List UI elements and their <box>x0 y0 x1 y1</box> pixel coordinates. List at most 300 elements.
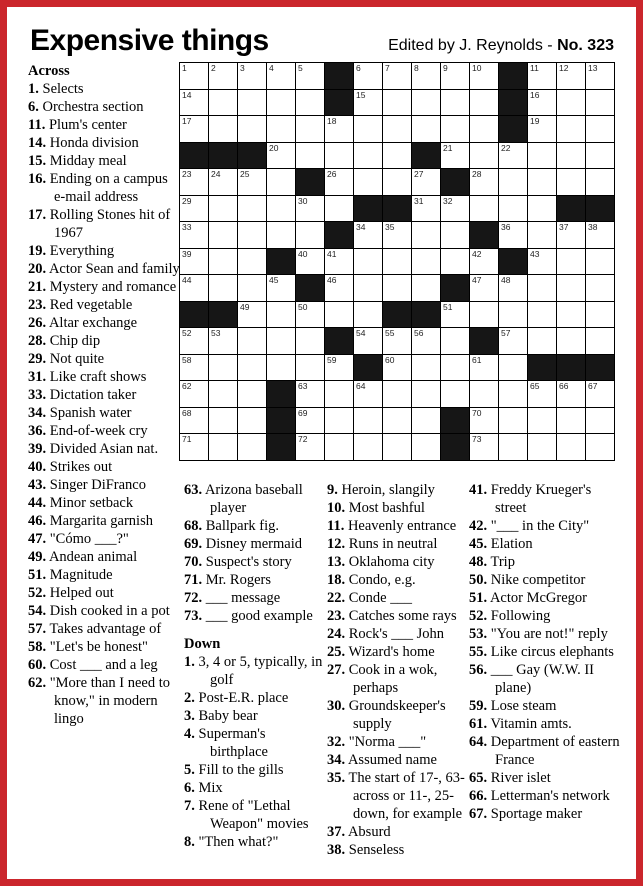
grid-cell[interactable] <box>528 434 556 460</box>
grid-cell[interactable] <box>441 328 469 354</box>
clue-number: 23. <box>28 297 47 313</box>
grid-cell[interactable] <box>383 222 411 248</box>
grid-cell[interactable] <box>557 434 585 460</box>
grid-cell[interactable] <box>557 90 585 116</box>
grid-cell[interactable] <box>209 328 237 354</box>
cell-number: 51 <box>443 301 453 312</box>
grid-cell[interactable] <box>354 63 382 89</box>
grid-cell[interactable] <box>267 196 295 222</box>
grid-cell[interactable] <box>528 169 556 195</box>
grid-cell[interactable] <box>383 328 411 354</box>
grid-cell[interactable] <box>180 381 208 407</box>
grid-cell[interactable] <box>238 381 266 407</box>
grid-cell[interactable] <box>209 63 237 89</box>
grid-cell[interactable] <box>354 116 382 142</box>
grid-cell[interactable] <box>383 434 411 460</box>
clue-text: Midday meal <box>46 153 127 169</box>
black-cell <box>441 434 469 460</box>
clue-number: 25. <box>327 644 346 660</box>
grid-cell[interactable] <box>441 143 469 169</box>
grid-cell[interactable] <box>528 90 556 116</box>
grid-cell[interactable] <box>267 355 295 381</box>
grid-cell[interactable] <box>238 169 266 195</box>
grid-cell[interactable] <box>238 355 266 381</box>
grid-cell[interactable] <box>499 302 527 328</box>
clue-number: 18. <box>327 572 346 588</box>
grid-cell[interactable] <box>383 408 411 434</box>
grid-cell[interactable] <box>441 116 469 142</box>
grid-cell[interactable] <box>557 275 585 301</box>
across-clue-43 <box>28 476 181 494</box>
grid-cell[interactable] <box>180 196 208 222</box>
grid-cell[interactable] <box>209 355 237 381</box>
grid-cell[interactable] <box>470 408 498 434</box>
clue-number: 21. <box>28 279 47 295</box>
clue-number: 41. <box>469 482 488 498</box>
grid-cell[interactable] <box>209 408 237 434</box>
clue-number: 27. <box>327 662 346 678</box>
grid-cell[interactable] <box>528 408 556 434</box>
grid-cell[interactable] <box>557 143 585 169</box>
grid-cell[interactable] <box>557 169 585 195</box>
grid-cell[interactable] <box>412 434 440 460</box>
grid-cell[interactable] <box>441 196 469 222</box>
grid-cell[interactable] <box>267 328 295 354</box>
grid-cell[interactable] <box>557 63 585 89</box>
black-cell <box>499 249 527 275</box>
clue-text: Like circus elephants <box>487 644 614 660</box>
grid-cell[interactable] <box>470 116 498 142</box>
grid-cell[interactable] <box>325 116 353 142</box>
grid-cell[interactable] <box>412 222 440 248</box>
grid-cell[interactable] <box>180 90 208 116</box>
clue-number: 26. <box>28 315 47 331</box>
grid-cell[interactable] <box>412 196 440 222</box>
grid-cell[interactable] <box>528 196 556 222</box>
grid-cell[interactable] <box>180 249 208 275</box>
grid-cell[interactable] <box>209 249 237 275</box>
clue-text: Dish cooked in a pot <box>46 603 170 619</box>
cell-number: 18 <box>327 116 337 126</box>
grid-cell[interactable] <box>412 275 440 301</box>
black-cell <box>557 355 585 381</box>
grid-cell[interactable] <box>586 249 614 275</box>
grid-cell[interactable] <box>296 328 324 354</box>
across-clue-63 <box>184 481 324 517</box>
grid-cell[interactable] <box>528 63 556 89</box>
grid-cell[interactable] <box>586 302 614 328</box>
grid-cell[interactable] <box>528 275 556 301</box>
grid-cell[interactable] <box>470 196 498 222</box>
grid-cell[interactable] <box>180 169 208 195</box>
grid-cell[interactable] <box>412 169 440 195</box>
clue-number: 17. <box>28 207 47 223</box>
clue-number: 52. <box>469 608 488 624</box>
grid-cell[interactable] <box>209 381 237 407</box>
grid-cell[interactable] <box>354 434 382 460</box>
cell-number: 65 <box>530 381 540 391</box>
grid-cell[interactable] <box>441 222 469 248</box>
clue-text: Cook in a wok, perhaps <box>345 662 438 696</box>
grid-cell[interactable] <box>209 90 237 116</box>
grid-cell[interactable] <box>528 381 556 407</box>
cell-number: 73 <box>472 434 482 444</box>
grid-cell[interactable] <box>296 63 324 89</box>
grid-cell[interactable] <box>296 143 324 169</box>
grid-cell[interactable] <box>296 355 324 381</box>
clue-text: Heroin, slangily <box>337 482 435 498</box>
black-cell <box>325 90 353 116</box>
grid-cell[interactable] <box>528 143 556 169</box>
grid-cell[interactable] <box>238 302 266 328</box>
grid-cell[interactable] <box>325 249 353 275</box>
clue-text: Department of eastern France <box>487 734 620 768</box>
cell-number: 13 <box>588 63 598 73</box>
grid-cell[interactable] <box>586 222 614 248</box>
across-clue-17 <box>28 206 181 242</box>
grid-cell[interactable] <box>354 302 382 328</box>
grid-cell[interactable] <box>586 143 614 169</box>
down-clue-42 <box>469 517 623 535</box>
down-clue-8 <box>184 833 324 851</box>
grid-cell[interactable] <box>528 222 556 248</box>
grid-cell[interactable] <box>267 169 295 195</box>
down-clue-51 <box>469 589 623 607</box>
black-cell <box>586 196 614 222</box>
clue-text: Most bashful <box>345 500 425 516</box>
grid-cell[interactable] <box>586 90 614 116</box>
grid-cell[interactable] <box>325 302 353 328</box>
grid-cell[interactable] <box>325 381 353 407</box>
clue-text: Wizard's home <box>345 644 435 660</box>
grid-cell[interactable] <box>180 63 208 89</box>
grid-cell[interactable] <box>499 169 527 195</box>
grid-cell[interactable] <box>528 249 556 275</box>
across-clue-69 <box>184 535 324 553</box>
grid-cell[interactable] <box>296 408 324 434</box>
grid-cell[interactable] <box>470 249 498 275</box>
down-clue-56 <box>469 661 623 697</box>
grid-cell[interactable] <box>557 302 585 328</box>
cell-number: 60 <box>385 354 395 365</box>
grid-cell[interactable] <box>586 169 614 195</box>
grid-cell[interactable] <box>267 90 295 116</box>
grid-cell[interactable] <box>586 116 614 142</box>
black-cell <box>180 143 208 169</box>
clue-number: 47. <box>28 531 47 547</box>
grid-cell[interactable] <box>383 249 411 275</box>
grid-cell[interactable] <box>238 116 266 142</box>
grid-cell[interactable] <box>238 408 266 434</box>
cell-number: 55 <box>385 328 395 338</box>
grid-cell[interactable] <box>325 196 353 222</box>
grid-cell[interactable] <box>296 434 324 460</box>
grid-cell[interactable] <box>325 143 353 169</box>
grid-cell[interactable] <box>238 328 266 354</box>
clue-number: 14. <box>28 135 47 151</box>
grid-cell[interactable] <box>180 355 208 381</box>
black-cell <box>499 116 527 142</box>
grid-cell[interactable] <box>238 63 266 89</box>
clue-column-1 <box>28 62 181 728</box>
crossword-grid[interactable] <box>179 62 615 461</box>
grid-cell[interactable] <box>354 249 382 275</box>
cell-number: 27 <box>414 169 424 179</box>
grid-cell[interactable] <box>528 328 556 354</box>
grid-cell[interactable] <box>296 302 324 328</box>
grid-cell[interactable] <box>325 434 353 460</box>
clue-number: 37. <box>327 824 346 840</box>
grid-cell[interactable] <box>267 116 295 142</box>
clue-text: Rock's ___ John <box>345 626 445 642</box>
down-clue-34 <box>327 751 471 769</box>
grid-cell[interactable] <box>470 275 498 301</box>
clue-number: 34. <box>28 405 47 421</box>
clue-number: 23. <box>327 608 346 624</box>
clue-text: Honda division <box>46 135 139 151</box>
grid-cell[interactable] <box>296 249 324 275</box>
clue-number: 31. <box>28 369 47 385</box>
down-clue-25 <box>327 643 471 661</box>
down-clue-27 <box>327 661 471 697</box>
grid-cell[interactable] <box>441 90 469 116</box>
grid-cell[interactable] <box>441 63 469 89</box>
grid-cell[interactable] <box>412 355 440 381</box>
grid-cell[interactable] <box>412 249 440 275</box>
grid-cell[interactable] <box>586 381 614 407</box>
grid-cell[interactable] <box>238 222 266 248</box>
clue-text: "Norma ___" <box>345 734 427 750</box>
grid-cell[interactable] <box>470 302 498 328</box>
clue-text: Margarita garnish <box>46 513 153 529</box>
clue-text: "More than I need to know," in modern lingo <box>46 675 171 727</box>
grid-cell[interactable] <box>586 63 614 89</box>
grid-cell[interactable] <box>499 381 527 407</box>
grid-cell[interactable] <box>499 196 527 222</box>
grid-cell[interactable] <box>586 434 614 460</box>
grid-cell[interactable] <box>557 116 585 142</box>
cell-number: 29 <box>182 195 192 206</box>
grid-cell[interactable] <box>557 381 585 407</box>
grid-cell[interactable] <box>238 434 266 460</box>
grid-cell[interactable] <box>296 196 324 222</box>
grid-cell[interactable] <box>383 116 411 142</box>
grid-cell[interactable] <box>209 196 237 222</box>
down-clue-12 <box>327 535 471 553</box>
grid-cell[interactable] <box>412 63 440 89</box>
grid-cell[interactable] <box>267 63 295 89</box>
grid-cell[interactable] <box>499 408 527 434</box>
clue-number: 45. <box>469 536 488 552</box>
cell-number: 59 <box>327 354 337 365</box>
down-clue-35 <box>327 769 471 823</box>
grid-cell[interactable] <box>209 275 237 301</box>
clue-number: 40. <box>28 459 47 475</box>
grid-cell[interactable] <box>354 169 382 195</box>
grid-cell[interactable] <box>354 275 382 301</box>
grid-cell[interactable] <box>412 408 440 434</box>
grid-cell[interactable] <box>267 143 295 169</box>
black-cell <box>296 275 324 301</box>
down-clue-24 <box>327 625 471 643</box>
cell-number: 11 <box>530 63 539 73</box>
grid-cell[interactable] <box>557 408 585 434</box>
clue-text: Cost ___ and a leg <box>46 657 158 673</box>
grid-cell[interactable] <box>296 90 324 116</box>
grid-cell[interactable] <box>586 408 614 434</box>
grid-cell[interactable] <box>238 90 266 116</box>
across-clue-54 <box>28 602 181 620</box>
cell-number: 7 <box>385 63 390 73</box>
grid-cell[interactable] <box>296 116 324 142</box>
clue-text: Conde ___ <box>345 590 412 606</box>
grid-cell[interactable] <box>470 90 498 116</box>
across-clue-46 <box>28 512 181 530</box>
clue-column-4 <box>469 481 623 823</box>
grid-cell[interactable] <box>180 275 208 301</box>
grid-cell[interactable] <box>180 434 208 460</box>
grid-cell[interactable] <box>412 116 440 142</box>
clue-number: 50. <box>469 572 488 588</box>
cell-number: 57 <box>501 328 511 338</box>
clue-number: 1. <box>184 654 195 670</box>
black-cell <box>325 63 353 89</box>
grid-cell[interactable] <box>528 302 556 328</box>
across-clue-52 <box>28 584 181 602</box>
across-clue-31 <box>28 368 181 386</box>
grid-cell[interactable] <box>499 355 527 381</box>
grid-cell[interactable] <box>354 143 382 169</box>
grid-cell[interactable] <box>499 275 527 301</box>
grid-cell[interactable] <box>180 408 208 434</box>
clue-number: 62. <box>28 675 47 691</box>
grid-cell[interactable] <box>354 408 382 434</box>
black-cell <box>296 169 324 195</box>
grid-cell[interactable] <box>354 90 382 116</box>
grid-cell[interactable] <box>412 328 440 354</box>
grid-cell[interactable] <box>296 222 324 248</box>
clue-text: ___ message <box>202 590 281 606</box>
across-clue-70 <box>184 553 324 571</box>
across-clue-14 <box>28 134 181 152</box>
grid-cell[interactable] <box>180 116 208 142</box>
grid-cell[interactable] <box>209 222 237 248</box>
grid-cell[interactable] <box>557 249 585 275</box>
grid-cell[interactable] <box>470 63 498 89</box>
grid-cell[interactable] <box>557 328 585 354</box>
grid-cell[interactable] <box>325 408 353 434</box>
black-cell <box>354 196 382 222</box>
grid-cell[interactable] <box>325 169 353 195</box>
cell-number: 69 <box>298 407 308 418</box>
grid-cell[interactable] <box>354 381 382 407</box>
grid-cell[interactable] <box>238 249 266 275</box>
grid-cell[interactable] <box>383 275 411 301</box>
clue-text: ___ good example <box>202 608 313 624</box>
cell-number: 52 <box>182 328 192 338</box>
grid-cell[interactable] <box>499 143 527 169</box>
grid-cell[interactable] <box>354 328 382 354</box>
cell-number: 70 <box>472 407 482 418</box>
grid-cell[interactable] <box>180 328 208 354</box>
cell-number: 63 <box>298 381 308 391</box>
across-clue-19 <box>28 242 181 260</box>
black-cell <box>470 222 498 248</box>
clue-number: 6. <box>184 780 195 796</box>
clue-text: ___ Gay (W.W. II plane) <box>487 662 594 696</box>
cell-number: 10 <box>472 63 482 73</box>
down-clue-32 <box>327 733 471 751</box>
grid-cell[interactable] <box>586 328 614 354</box>
grid-cell[interactable] <box>586 275 614 301</box>
across-clue-73 <box>184 607 324 625</box>
black-cell <box>354 355 382 381</box>
grid-cell[interactable] <box>383 63 411 89</box>
grid-cell[interactable] <box>441 302 469 328</box>
clue-text: Rolling Stones hit of 1967 <box>46 207 171 241</box>
grid-cell[interactable] <box>441 381 469 407</box>
grid-cell[interactable] <box>441 249 469 275</box>
grid-cell[interactable] <box>499 434 527 460</box>
grid-cell[interactable] <box>180 222 208 248</box>
grid-cell[interactable] <box>557 222 585 248</box>
grid-cell[interactable] <box>470 355 498 381</box>
clue-text: Ending on a campus e-mail address <box>46 171 168 205</box>
grid-cell[interactable] <box>412 381 440 407</box>
grid-cell[interactable] <box>441 355 469 381</box>
grid-cell[interactable] <box>209 116 237 142</box>
grid-cell[interactable] <box>267 302 295 328</box>
clue-number: 55. <box>469 644 488 660</box>
grid-cell[interactable] <box>470 143 498 169</box>
grid-cell[interactable] <box>383 169 411 195</box>
clue-number: 19. <box>28 243 47 259</box>
grid-cell[interactable] <box>470 434 498 460</box>
grid-cell[interactable] <box>354 222 382 248</box>
grid-cell[interactable] <box>383 143 411 169</box>
grid-cell[interactable] <box>383 90 411 116</box>
grid-cell[interactable] <box>238 196 266 222</box>
clue-number: 51. <box>28 567 47 583</box>
clue-number: 4. <box>184 726 195 742</box>
grid-cell[interactable] <box>383 381 411 407</box>
grid-cell[interactable] <box>238 275 266 301</box>
grid-cell[interactable] <box>325 355 353 381</box>
grid-cell[interactable] <box>499 222 527 248</box>
grid-cell[interactable] <box>209 169 237 195</box>
clue-text: Divided Asian nat. <box>46 441 159 457</box>
cell-number: 14 <box>182 89 192 100</box>
grid-cell[interactable] <box>470 169 498 195</box>
down-clue-10 <box>327 499 471 517</box>
grid-cell[interactable] <box>499 328 527 354</box>
cell-number: 22 <box>501 142 511 153</box>
grid-cell[interactable] <box>296 381 324 407</box>
cell-number: 2 <box>211 63 216 73</box>
grid-cell[interactable] <box>209 434 237 460</box>
grid-cell[interactable] <box>325 275 353 301</box>
across-clue-6 <box>28 98 181 116</box>
grid-cell[interactable] <box>267 275 295 301</box>
clue-text: Lose steam <box>487 698 557 714</box>
grid-cell[interactable] <box>267 222 295 248</box>
down-heading: Down <box>184 636 221 652</box>
grid-cell[interactable] <box>412 90 440 116</box>
grid-cell[interactable] <box>528 116 556 142</box>
grid-cell[interactable] <box>470 381 498 407</box>
clue-number: 51. <box>469 590 488 606</box>
grid-cell[interactable] <box>383 355 411 381</box>
